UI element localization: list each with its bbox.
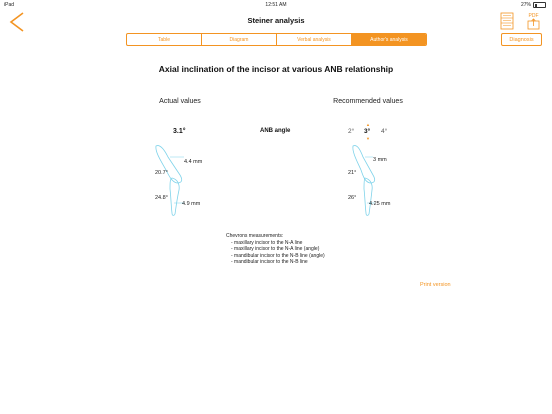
segmented-tabs — [126, 33, 427, 46]
actual-upper-distance: 4.4 mm — [184, 159, 203, 165]
document-list-icon[interactable] — [500, 12, 514, 30]
battery-indicator — [521, 2, 546, 8]
diagnosis-button[interactable]: Diagnosis — [501, 33, 542, 46]
pdf-export-button[interactable] — [526, 12, 541, 30]
pdf-label: PDF — [528, 13, 539, 19]
actual-upper-angle: 20.7° — [155, 170, 168, 176]
chevrons-legend — [226, 233, 325, 266]
anb-option-2[interactable]: 2° — [348, 128, 355, 135]
anb-option-3[interactable]: 3° — [364, 128, 371, 135]
status-bar — [0, 0, 552, 9]
recommended-lower-angle: 26° — [348, 195, 357, 201]
recommended-lower-distance: 4.25 mm — [369, 201, 391, 207]
recommended-upper-angle: 21° — [348, 170, 357, 176]
legend-item: - mandibular incisor to the N-B line (angle) — [231, 252, 325, 259]
section-heading: Axial inclination of the incisor at various ANB relationship — [158, 64, 394, 74]
actual-lower-angle: 24.8° — [155, 195, 168, 201]
anb-option-4[interactable]: 4° — [381, 128, 388, 135]
device-label: iPad — [4, 2, 15, 8]
battery-percent: 27% — [520, 2, 531, 8]
decrease-arrow-icon[interactable]: ▼ — [366, 136, 370, 141]
tab-authors-analysis[interactable]: Author's analysis — [352, 34, 426, 45]
recommended-values-title: Recommended values — [333, 98, 403, 105]
status-time: 12:51 AM — [265, 2, 287, 8]
legend-title: Chevrons measurements: — [226, 233, 284, 239]
legend-item: - maxillary incisor to the N-A line — [231, 239, 303, 246]
battery-icon — [533, 2, 546, 8]
tab-table[interactable]: Table — [127, 34, 202, 45]
actual-anb-value: 3.1° — [173, 128, 186, 135]
actual-values-title: Actual values — [159, 98, 201, 105]
anb-selector[interactable] — [338, 122, 398, 140]
print-version-link[interactable]: Print version — [420, 282, 451, 288]
anb-angle-label: ANB angle — [260, 128, 291, 134]
tab-diagram[interactable]: Diagram — [202, 34, 277, 45]
tab-verbal-analysis[interactable]: Verbal analysis — [277, 34, 352, 45]
legend-item: - maxillary incisor to the N-A line (angle) — [231, 246, 320, 252]
increase-arrow-icon[interactable]: ▲ — [366, 122, 370, 127]
actual-lower-distance: 4.9 mm — [182, 201, 201, 207]
recommended-upper-distance: 3 mm — [373, 157, 387, 163]
page-title: Steiner analysis — [247, 16, 305, 25]
legend-item: - mandibular incisor to the N-B line — [231, 259, 308, 265]
